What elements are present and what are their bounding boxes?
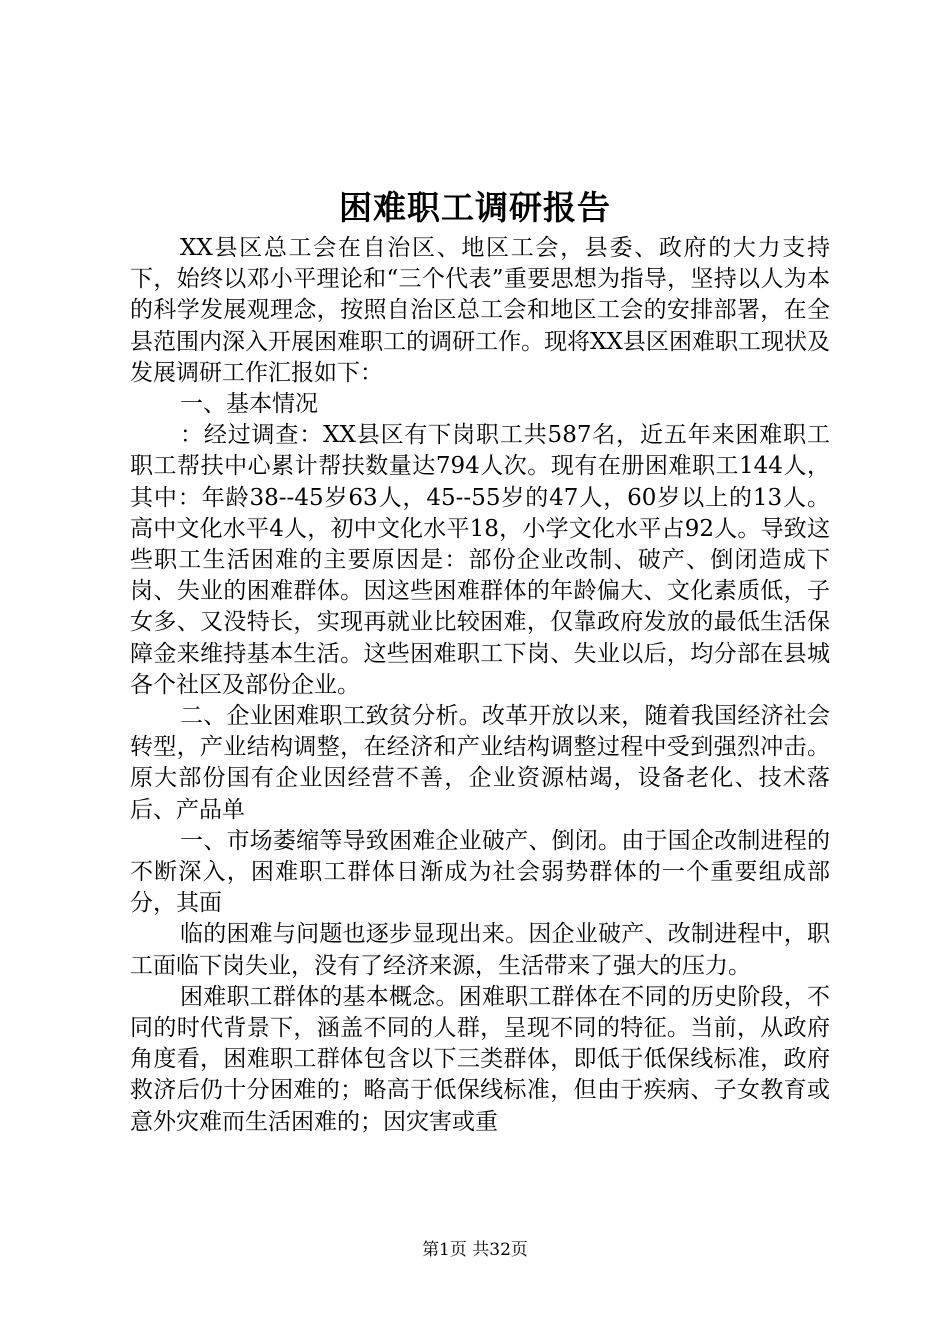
paragraph-difficulties: 临的困难与问题也逐步显现出来。因企业破产、改制进程中，职工面临下岗失业，没有了经济来源，生活带来了强大的压力。 bbox=[130, 921, 830, 979]
section-heading-basic-situation: 一、基本情况 bbox=[180, 391, 318, 418]
paragraph-market-shrink: 一、市场萎缩等导致困难企业破产、倒闭。由于国企改制进程的不断深入，困难职工群体日渐成为社会弱势群体的一个重要组成部分，其面 bbox=[130, 827, 830, 917]
paragraph-survey-results: ：经过调查：XX县区有下岗职工共587名，近五年来困难职工职工帮扶中心累计帮扶数量达794人次。现有在册困难职工144人，其中：年龄38--45岁63人，45--55岁的47人，60岁以上的13人。高中文化水平4人，初中文化水平18，小学文化水平占92人。导致这些职工生活困难的主要原因是：部份企业改制、破产、倒闭造成下岗、失业的困难群体。因这些困难群体的年龄偏大、文化素质低，子女多、又没特长，实现再就业比较困难，仅靠政府发放的最低生活保障金来维持基本生活。这些困难职工下岗、失业以后，均分部在县城各个社区及部份企业。 bbox=[130, 422, 830, 698]
document-body bbox=[130, 233, 830, 1138]
paragraph-basic-concept: 困难职工群体的基本概念。困难职工群体在不同的历史阶段，不同的时代背景下，涵盖不同的人群，呈现不同的特征。当前，从政府角度看，困难职工群体包含以下三类群体，即低于低保线标准，政府救济后仍十分困难的；略高于低保线标准，但由于疾病、子女教育或意外灾难而生活困难的；因灾害或重 bbox=[130, 983, 830, 1135]
paragraph-intro: XX县区总工会在自治区、地区工会，县委、政府的大力支持下，始终以邓小平理论和“三个代表”重要思想为指导，坚持以人为本的科学发展观理念，按照自治区总工会和地区工会的安排部署，在全县范围内深入开展困难职工的调研工作。现将XX县区困难职工现状及发展调研工作汇报如下： bbox=[130, 235, 830, 386]
page-number: 第1页 共32页 bbox=[422, 1240, 528, 1260]
paragraph-poverty-analysis: 二、企业困难职工致贫分析。改革开放以来，随着我国经济社会转型，产业结构调整，在经济和产业结构调整过程中受到强烈冲击。原大部份国有企业因经营不善，企业资源枯竭，设备老化、技术落后、产品单 bbox=[130, 703, 830, 823]
document-title: 困难职工调研报告 bbox=[339, 188, 611, 227]
